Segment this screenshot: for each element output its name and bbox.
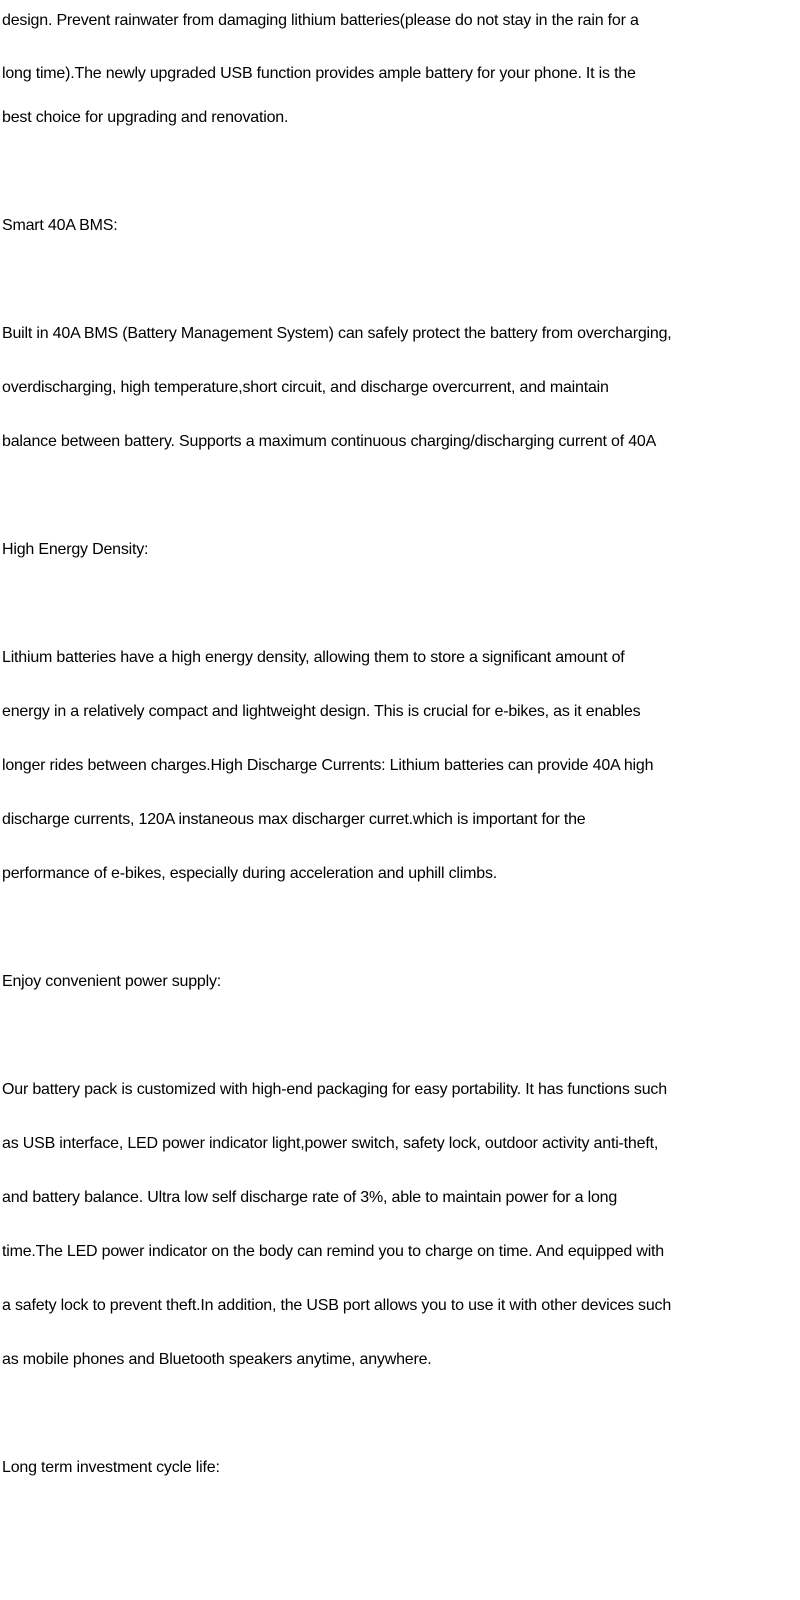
cycle-heading: Long term investment cycle life: — [2, 1459, 220, 1476]
energy-line-2: energy in a relatively compact and lightweight design. This is crucial for e-bikes, as it enables — [2, 703, 641, 720]
bms-line-1: Built in 40A BMS (Battery Management System) can safely protect the battery from overcharging, — [2, 325, 672, 342]
energy-line-4: discharge currents, 120A instaneous max discharger curret.which is important for the — [2, 811, 586, 828]
bms-heading: Smart 40A BMS: — [2, 217, 118, 234]
bms-line-2: overdischarging, high temperature,short circuit, and discharge overcurrent, and maintain — [2, 379, 609, 396]
power-line-5: a safety lock to prevent theft.In addition, the USB port allows you to use it with other devices such — [2, 1297, 672, 1314]
intro-line-2: long time).The newly upgraded USB function provides ample battery for your phone. It is the — [2, 65, 636, 82]
power-line-3: and battery balance. Ultra low self discharge rate of 3%, able to maintain power for a long — [2, 1189, 618, 1206]
energy-line-1: Lithium batteries have a high energy density, allowing them to store a significant amount of — [2, 649, 625, 666]
energy-line-3: longer rides between charges.High Discharge Currents: Lithium batteries can provide 40A high — [2, 757, 654, 774]
power-line-6: as mobile phones and Bluetooth speakers anytime, anywhere. — [2, 1351, 432, 1368]
energy-line-5: performance of e-bikes, especially during acceleration and uphill climbs. — [2, 865, 497, 882]
power-line-1: Our battery pack is customized with high-end packaging for easy portability. It has functions such — [2, 1081, 667, 1098]
power-line-2: as USB interface, LED power indicator light,power switch, safety lock, outdoor activity anti-theft, — [2, 1135, 659, 1152]
bms-line-3: balance between battery. Supports a maximum continuous charging/discharging current of 40A — [2, 433, 657, 450]
power-heading: Enjoy convenient power supply: — [2, 973, 222, 990]
intro-line-1: design. Prevent rainwater from damaging lithium batteries(please do not stay in the rain for a — [2, 12, 639, 29]
energy-heading: High Energy Density: — [2, 541, 149, 558]
intro-line-3: best choice for upgrading and renovation. — [2, 109, 289, 126]
power-line-4: time.The LED power indicator on the body can remind you to charge on time. And equipped with — [2, 1243, 664, 1260]
